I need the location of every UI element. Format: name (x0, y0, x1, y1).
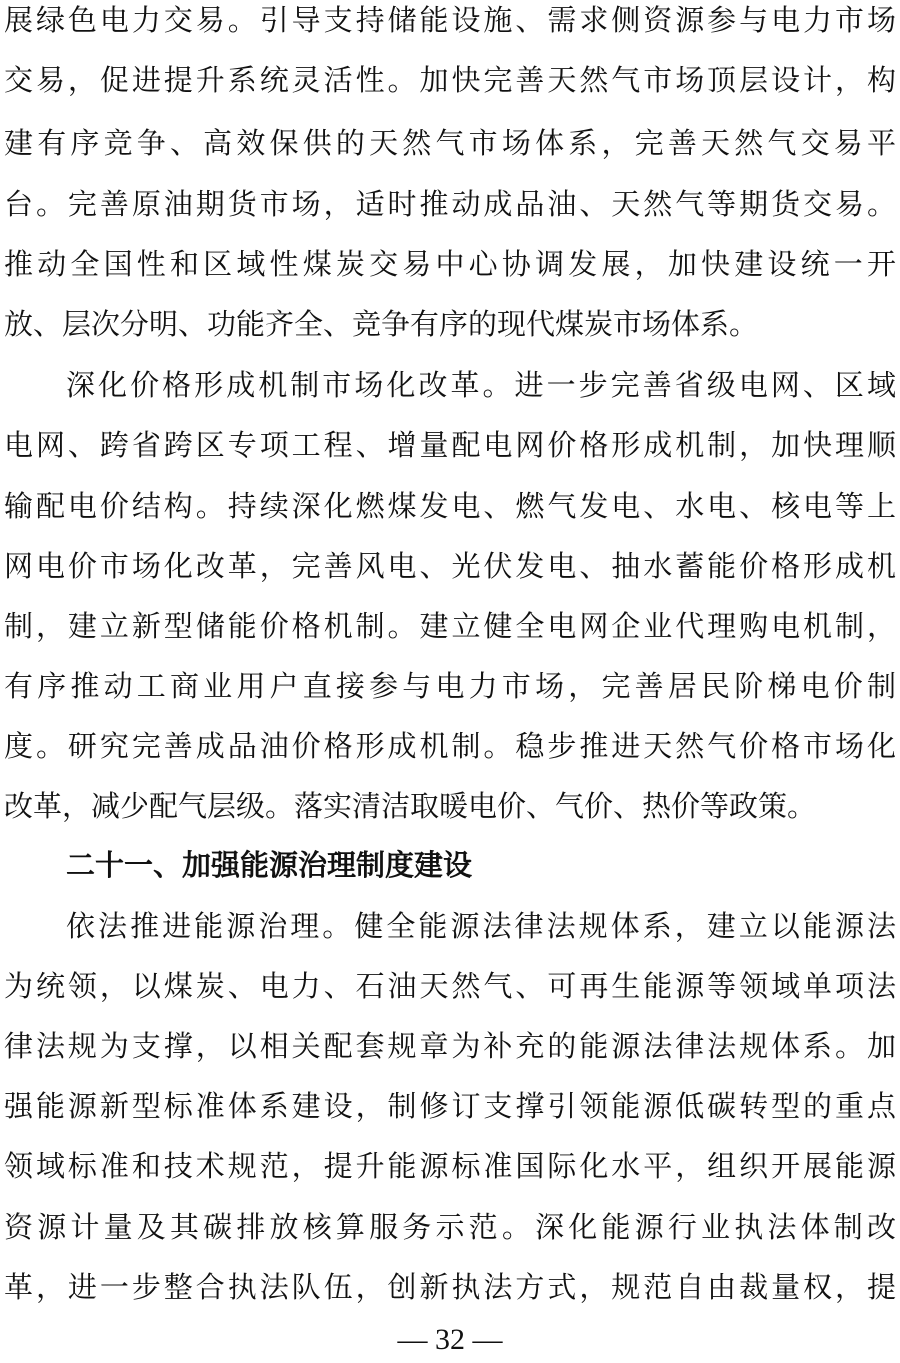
body-line (4, 123, 896, 163)
body-line (4, 546, 896, 586)
body-line (4, 966, 896, 1006)
body-line (4, 1026, 896, 1066)
line-text: 台。完善原油期货市场，适时推动成品油、天然气等期货交易。 (4, 187, 896, 221)
body-line (4, 184, 896, 224)
line-text: 建有序竞争、高效保供的天然气市场体系，完善天然气交易平 (4, 126, 896, 160)
line-text: 制，建立新型储能价格机制。建立健全电网企业代理购电机制， (4, 609, 896, 643)
body-line (4, 1146, 896, 1186)
runin-heading: 深化价格形成机制市场化改革。 (66, 368, 515, 402)
line-text: 放、层次分明、功能齐全、竞争有序的现代煤炭市场体系。 (4, 307, 759, 341)
line-text: 进一步完善省级电网、区域 (514, 368, 896, 402)
line-text: 有序推动工商业用户直接参与电力市场，完善居民阶梯电价制 (4, 669, 896, 703)
line-text: 资源计量及其碳排放核算服务示范。深化能源行业执法体制改 (4, 1210, 896, 1244)
line-text: 领域标准和技术规范，提升能源标准国际化水平，组织开展能源 (4, 1149, 896, 1183)
line-text: 展绿色电力交易。引导支持储能设施、需求侧资源参与电力市场 (4, 3, 896, 37)
line-text: 律法规为支撑，以相关配套规章为补充的能源法律法规体系。加 (4, 1029, 896, 1063)
body-line (4, 1207, 896, 1247)
line-text: 改革，减少配气层级。落实清洁取暖电价、气价、热价等政策。 (4, 789, 817, 823)
body-line (4, 726, 896, 766)
line-text: 输配电价结构。持续深化燃煤发电、燃气发电、水电、核电等上 (4, 489, 896, 523)
body-line (4, 1267, 896, 1307)
body-line (4, 1086, 896, 1126)
paragraph-start-line (66, 906, 896, 946)
line-text: 革，进一步整合执法队伍，创新执法方式，规范自由裁量权，提 (4, 1270, 896, 1304)
body-line (4, 786, 896, 826)
page-number: — 32 — (397, 1323, 503, 1356)
body-line (4, 486, 896, 526)
line-text: 交易，促进提升系统灵活性。加快完善天然气市场顶层设计，构 (4, 63, 896, 97)
body-line (4, 425, 896, 465)
paragraph-start-line (66, 365, 896, 405)
line-text: 强能源新型标准体系建设，制修订支撑引领能源低碳转型的重点 (4, 1089, 896, 1123)
section-heading: 二十一、加强能源治理制度建设 (66, 848, 473, 882)
body-line (4, 60, 896, 100)
runin-heading: 依法推进能源治理。 (66, 909, 355, 943)
line-text: 电网、跨省跨区专项工程、增量配电网价格形成机制，加快理顺 (4, 428, 896, 462)
line-text: 健全能源法律法规体系，建立以能源法 (354, 909, 896, 943)
body-line (4, 0, 896, 40)
line-text: 为统领，以煤炭、电力、石油天然气、可再生能源等领域单项法 (4, 969, 896, 1003)
body-line (4, 606, 896, 646)
body-line (4, 304, 896, 344)
line-text: 推动全国性和区域性煤炭交易中心协调发展，加快建设统一开 (4, 247, 896, 281)
line-text: 网电价市场化改革，完善风电、光伏发电、抽水蓄能价格形成机 (4, 549, 896, 583)
body-line (4, 666, 896, 706)
line-text: 度。研究完善成品油价格形成机制。稳步推进天然气价格市场化 (4, 729, 896, 763)
body-line (4, 244, 896, 284)
